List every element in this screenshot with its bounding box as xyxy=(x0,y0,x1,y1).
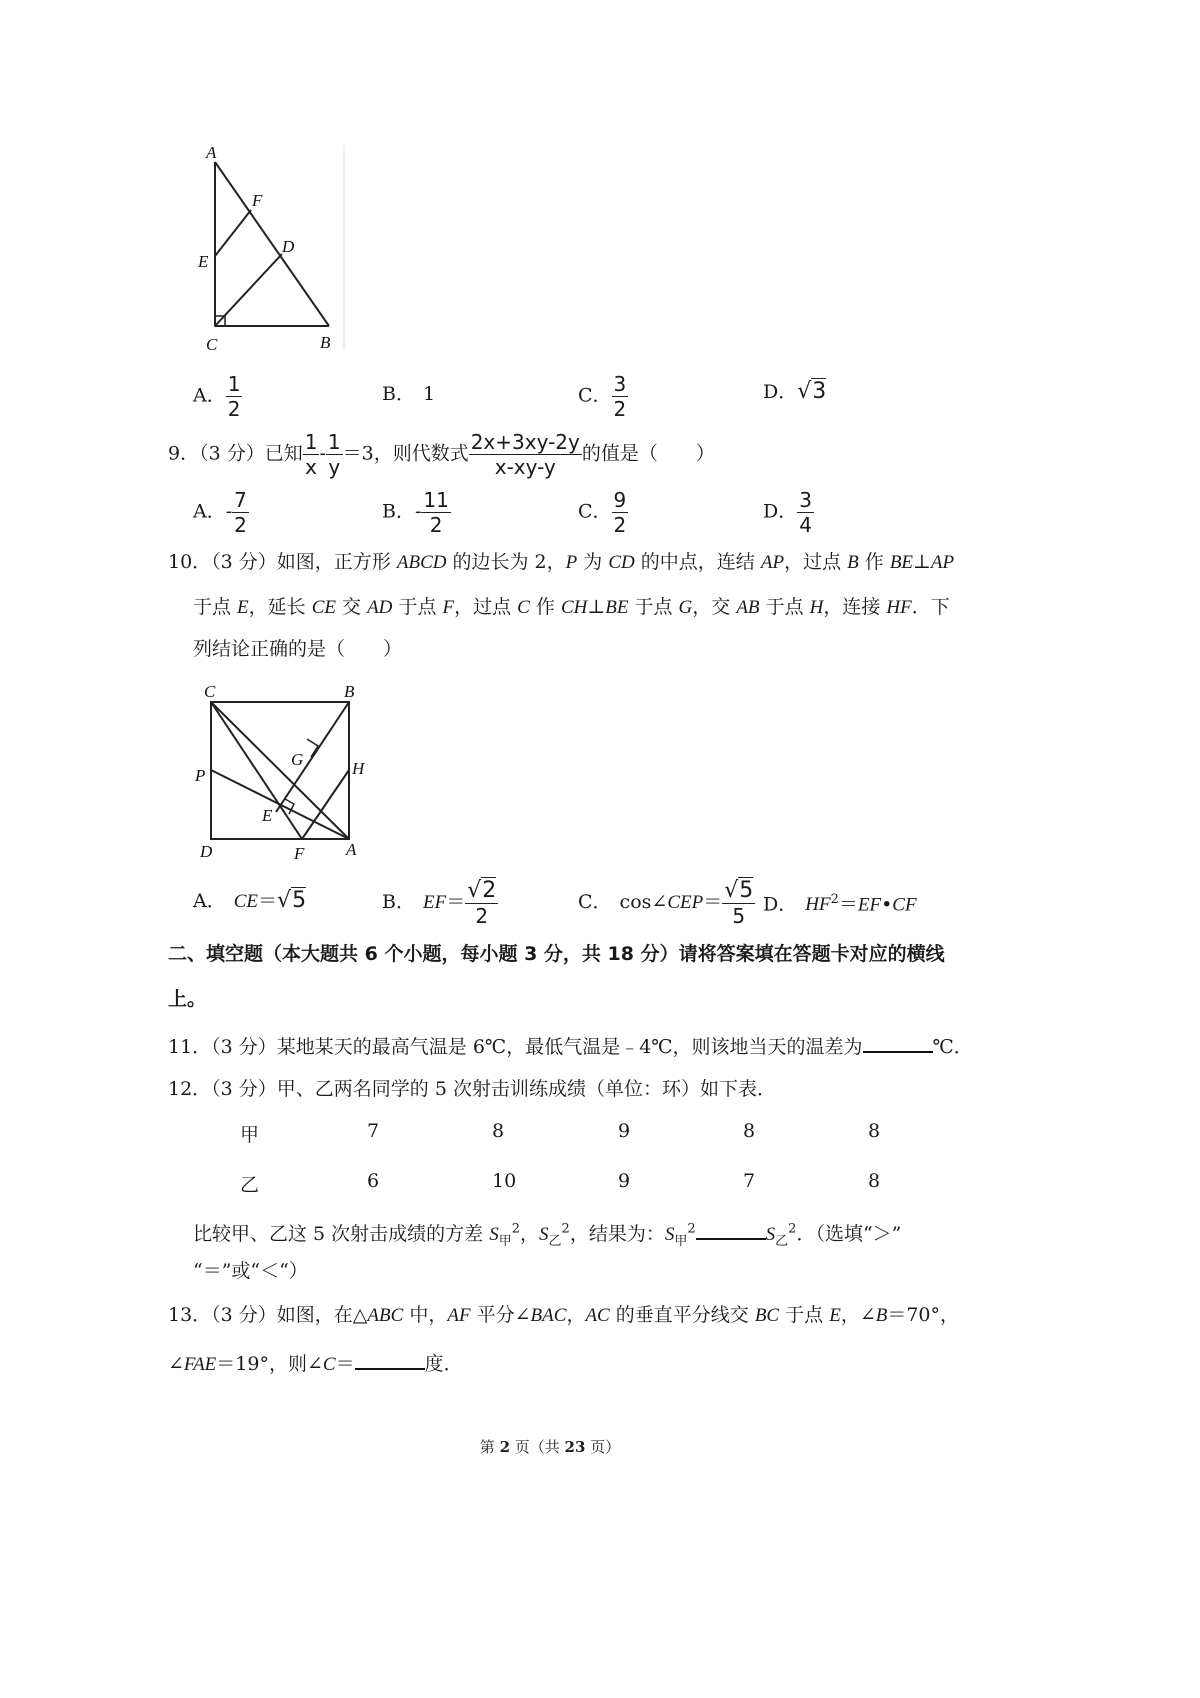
score-cell: 8 xyxy=(743,1120,756,1142)
equals: ＝ xyxy=(258,890,278,912)
text: 11．（3 分）某地某天的最高气温是 6℃，最低气温是﹣4℃，则该地当天的温差为 xyxy=(168,1036,863,1058)
var: F xyxy=(442,597,455,618)
text: 第 xyxy=(479,1438,500,1456)
fraction xyxy=(326,430,343,479)
sqrt: √3 xyxy=(797,379,827,404)
text: ，延长 xyxy=(248,596,312,618)
numerator: 11 xyxy=(423,488,449,512)
q8-option-a xyxy=(193,372,242,421)
radicand: 5 xyxy=(739,878,754,903)
fraction xyxy=(612,488,629,537)
var: S xyxy=(765,1224,776,1245)
var: S xyxy=(664,1224,675,1245)
q10-line2 xyxy=(193,598,950,617)
denominator: 2 xyxy=(234,513,247,537)
fraction xyxy=(797,488,814,537)
minus-sign: - xyxy=(225,500,233,523)
table-row xyxy=(240,1170,940,1200)
q13-line2 xyxy=(168,1350,463,1374)
text: ℃． xyxy=(932,1036,973,1058)
text: 于点 xyxy=(759,596,810,618)
q10-option-b xyxy=(382,878,498,928)
q11 xyxy=(168,1033,973,1057)
label-C: C xyxy=(206,335,218,354)
numerator: 1 xyxy=(227,372,241,396)
q9-text: ＝3，则代数式 xyxy=(342,442,469,465)
page-total: 23 xyxy=(564,1438,586,1456)
label-P: P xyxy=(195,766,206,785)
text: ，结果为： xyxy=(569,1223,665,1245)
option-label: B． xyxy=(382,500,415,523)
fraction xyxy=(465,878,498,928)
q10-option-d xyxy=(763,893,917,914)
q12-compare xyxy=(193,1220,901,1248)
fraction xyxy=(722,878,755,928)
var: EF xyxy=(422,892,447,913)
denominator: 4 xyxy=(799,513,812,537)
q9-suffix: 的值是（ ） xyxy=(581,442,715,465)
option-label: D． xyxy=(763,381,798,403)
label-D: D xyxy=(200,842,213,861)
var: HF xyxy=(805,894,831,916)
option-label: C． xyxy=(578,891,612,913)
var: CE xyxy=(311,597,336,618)
sqrt: √5 xyxy=(277,888,307,913)
sqrt: √2 xyxy=(467,878,497,903)
option-value: 1 xyxy=(422,383,436,405)
var: CF xyxy=(892,894,917,916)
text: ⊥ xyxy=(913,551,931,573)
var: B xyxy=(875,1305,888,1326)
q8-option-d xyxy=(763,381,826,403)
table-row xyxy=(240,1120,940,1150)
text: 比较甲、乙这 5 次射击成绩的方差 xyxy=(193,1223,490,1245)
numerator: 7 xyxy=(234,488,247,512)
q9-option-b xyxy=(382,488,451,537)
option-label: A． xyxy=(193,384,226,407)
option-label: B． xyxy=(382,891,415,913)
fraction xyxy=(421,488,450,537)
score-cell: 7 xyxy=(743,1170,756,1192)
denominator: 2 xyxy=(465,903,498,928)
q10-line1 xyxy=(168,553,954,572)
row-name-cell: 乙 xyxy=(240,1174,260,1196)
var: AP xyxy=(930,552,955,573)
q9-option-c xyxy=(578,488,628,537)
var: CD xyxy=(608,552,635,573)
minus-sign: - xyxy=(319,442,326,465)
var: AC xyxy=(585,1305,610,1326)
var: S xyxy=(539,1224,549,1245)
label-H: H xyxy=(352,759,365,778)
label-F: F xyxy=(252,191,263,210)
var: FAE xyxy=(183,1354,217,1375)
answer-blank[interactable] xyxy=(863,1033,933,1053)
score-cell: 8 xyxy=(868,1170,881,1192)
var: H xyxy=(809,597,824,618)
score-table xyxy=(240,1120,940,1220)
text: ，过点 xyxy=(784,551,848,573)
text: 于点 xyxy=(628,596,679,618)
q12-stem: 12．（3 分）甲、乙两名同学的 5 次射击训练成绩（单位：环）如下表． xyxy=(168,1078,776,1100)
var: AD xyxy=(367,597,393,618)
var: E xyxy=(829,1305,841,1326)
section-heading: 二、填空题（本大题共 6 个小题，每小题 3 分，共 18 分）请将答案填在答题卡对应的横线 xyxy=(168,943,945,965)
radicand: 3 xyxy=(812,379,827,404)
fraction xyxy=(469,430,582,479)
var: BAC xyxy=(530,1305,567,1326)
subscript: 甲 xyxy=(674,1233,688,1249)
text: 页（共 xyxy=(510,1438,565,1456)
fraction xyxy=(226,372,243,421)
superscript: 2 xyxy=(830,892,839,907)
text: 的垂直平分线交 xyxy=(609,1304,755,1326)
q9-option-a xyxy=(193,488,249,537)
var: CE xyxy=(233,891,259,912)
denominator: 2 xyxy=(613,397,627,421)
var: P xyxy=(565,552,578,573)
option-label: A． xyxy=(193,890,226,912)
q9-stem xyxy=(168,430,715,479)
page-number: 2 xyxy=(499,1438,510,1456)
sqrt: √5 xyxy=(724,878,754,903)
denominator: 2 xyxy=(227,397,241,421)
superscript: 2 xyxy=(511,1221,521,1237)
numerator xyxy=(722,878,755,903)
var: AB xyxy=(736,597,760,618)
denominator: x xyxy=(303,454,320,479)
var: BE xyxy=(889,552,914,573)
var: CEP xyxy=(667,892,704,913)
equals: ＝ xyxy=(838,893,858,916)
option-label: D． xyxy=(763,893,798,916)
text: ．下 xyxy=(911,596,950,618)
equals: ＝ xyxy=(703,891,723,913)
option-label: A． xyxy=(193,500,226,523)
label-C: C xyxy=(204,682,216,701)
minus-sign: - xyxy=(414,500,422,523)
numerator: 1 xyxy=(304,430,318,454)
var: C xyxy=(322,1354,336,1375)
text: 的边长为 2， xyxy=(446,551,566,573)
text: 作 xyxy=(858,551,890,573)
text: 于点 xyxy=(392,596,443,618)
numerator: 2x+3xy-2y xyxy=(470,430,580,454)
text: ＝ xyxy=(335,1353,355,1375)
superscript: 2 xyxy=(788,1221,797,1237)
score-cell: 9 xyxy=(618,1120,631,1142)
var: CH xyxy=(560,597,588,618)
text: ＝70°， xyxy=(887,1304,960,1326)
q10-line3: 列结论正确的是（ ） xyxy=(193,638,403,660)
text: ，连接 xyxy=(823,596,887,618)
text: ∠ xyxy=(168,1353,184,1375)
denominator: 2 xyxy=(421,512,450,537)
numerator: 9 xyxy=(613,488,627,512)
label-D: D xyxy=(282,237,295,256)
score-cell: 7 xyxy=(367,1120,380,1142)
label-A: A xyxy=(346,840,357,859)
dot: • xyxy=(881,893,893,916)
q12-compare-cont: “＝”或“＜“） xyxy=(193,1260,308,1282)
var: ABCD xyxy=(396,552,447,573)
q8-option-c xyxy=(578,372,628,421)
denominator: y xyxy=(326,454,343,479)
option-label: C． xyxy=(578,500,612,523)
equals: ＝ xyxy=(446,891,466,913)
text: 度． xyxy=(424,1353,463,1375)
text: 交 xyxy=(335,596,368,618)
var: HF xyxy=(886,597,912,618)
fraction xyxy=(612,372,629,421)
text: ，∠ xyxy=(840,1304,876,1326)
label-A: A xyxy=(206,143,217,162)
answer-blank[interactable] xyxy=(355,1350,425,1370)
var: ABC xyxy=(367,1305,404,1326)
label-B: B xyxy=(344,682,355,701)
option-label: D． xyxy=(763,500,798,523)
var: G xyxy=(678,597,693,618)
text: 于点 xyxy=(779,1304,830,1326)
q13-line1 xyxy=(168,1306,959,1325)
figure-triangle xyxy=(190,140,360,360)
text: 平分∠ xyxy=(470,1304,531,1326)
var: C xyxy=(517,597,530,618)
text: 13．（3 分）如图，在△ xyxy=(168,1304,368,1326)
var: AP xyxy=(760,552,785,573)
text: ＝19°，则∠ xyxy=(216,1353,323,1375)
text: 于点 xyxy=(193,596,238,618)
text: cos∠ xyxy=(619,891,668,913)
score-cell: 6 xyxy=(367,1170,380,1192)
numerator xyxy=(465,878,498,903)
score-cell: 8 xyxy=(492,1120,505,1142)
radicand: 2 xyxy=(482,878,497,903)
text: ，过点 xyxy=(454,596,518,618)
text: ，交 xyxy=(692,596,737,618)
q9-option-d xyxy=(763,488,814,537)
numerator: 1 xyxy=(327,430,341,454)
label-F: F xyxy=(294,844,305,863)
denominator: 2 xyxy=(613,513,627,537)
text: ， xyxy=(566,1304,586,1326)
var: AF xyxy=(447,1305,471,1326)
option-label: B． xyxy=(382,383,415,405)
var: E xyxy=(237,597,249,618)
denominator: 5 xyxy=(722,903,755,928)
subscript: 甲 xyxy=(498,1233,512,1249)
answer-blank[interactable] xyxy=(696,1220,766,1240)
fraction xyxy=(232,488,249,537)
var: S xyxy=(489,1224,499,1245)
label-G: G xyxy=(291,750,304,769)
row-name-cell: 甲 xyxy=(240,1124,260,1146)
superscript: 2 xyxy=(561,1221,570,1237)
var: EF xyxy=(857,894,882,916)
q9-prefix: 9．（3 分）已知 xyxy=(168,442,303,465)
subscript: 乙 xyxy=(548,1233,562,1249)
subscript: 乙 xyxy=(775,1233,789,1249)
var: B xyxy=(847,552,859,573)
q8-option-b xyxy=(382,385,435,404)
text: 页） xyxy=(585,1438,621,1456)
section-heading-cont: 上。 xyxy=(168,988,207,1010)
fraction xyxy=(303,430,320,479)
denominator: x-xy-y xyxy=(469,454,582,479)
text: 的中点，连结 xyxy=(634,551,761,573)
label-E: E xyxy=(262,806,273,825)
text: 作 xyxy=(529,596,561,618)
radicand: 5 xyxy=(292,888,307,913)
text: ⊥ xyxy=(587,596,606,618)
text: ．（选填“＞” xyxy=(796,1223,902,1245)
page-footer xyxy=(0,1436,1100,1457)
q10-option-a xyxy=(193,890,306,912)
label-B: B xyxy=(320,333,331,352)
text: 中， xyxy=(403,1304,448,1326)
q10-option-c xyxy=(578,878,755,928)
text: ， xyxy=(520,1223,540,1245)
numerator: 3 xyxy=(799,488,812,512)
superscript: 2 xyxy=(687,1221,696,1237)
option-label: C． xyxy=(578,384,612,407)
text: 为 xyxy=(577,551,609,573)
numerator: 3 xyxy=(613,372,627,396)
score-cell: 8 xyxy=(868,1120,881,1142)
figure-square xyxy=(190,675,380,865)
score-cell: 10 xyxy=(492,1170,517,1192)
var: BC xyxy=(754,1305,780,1326)
var: BE xyxy=(605,597,629,618)
text: 10．（3 分）如图，正方形 xyxy=(168,551,397,573)
score-cell: 9 xyxy=(618,1170,631,1192)
label-E: E xyxy=(198,252,209,271)
